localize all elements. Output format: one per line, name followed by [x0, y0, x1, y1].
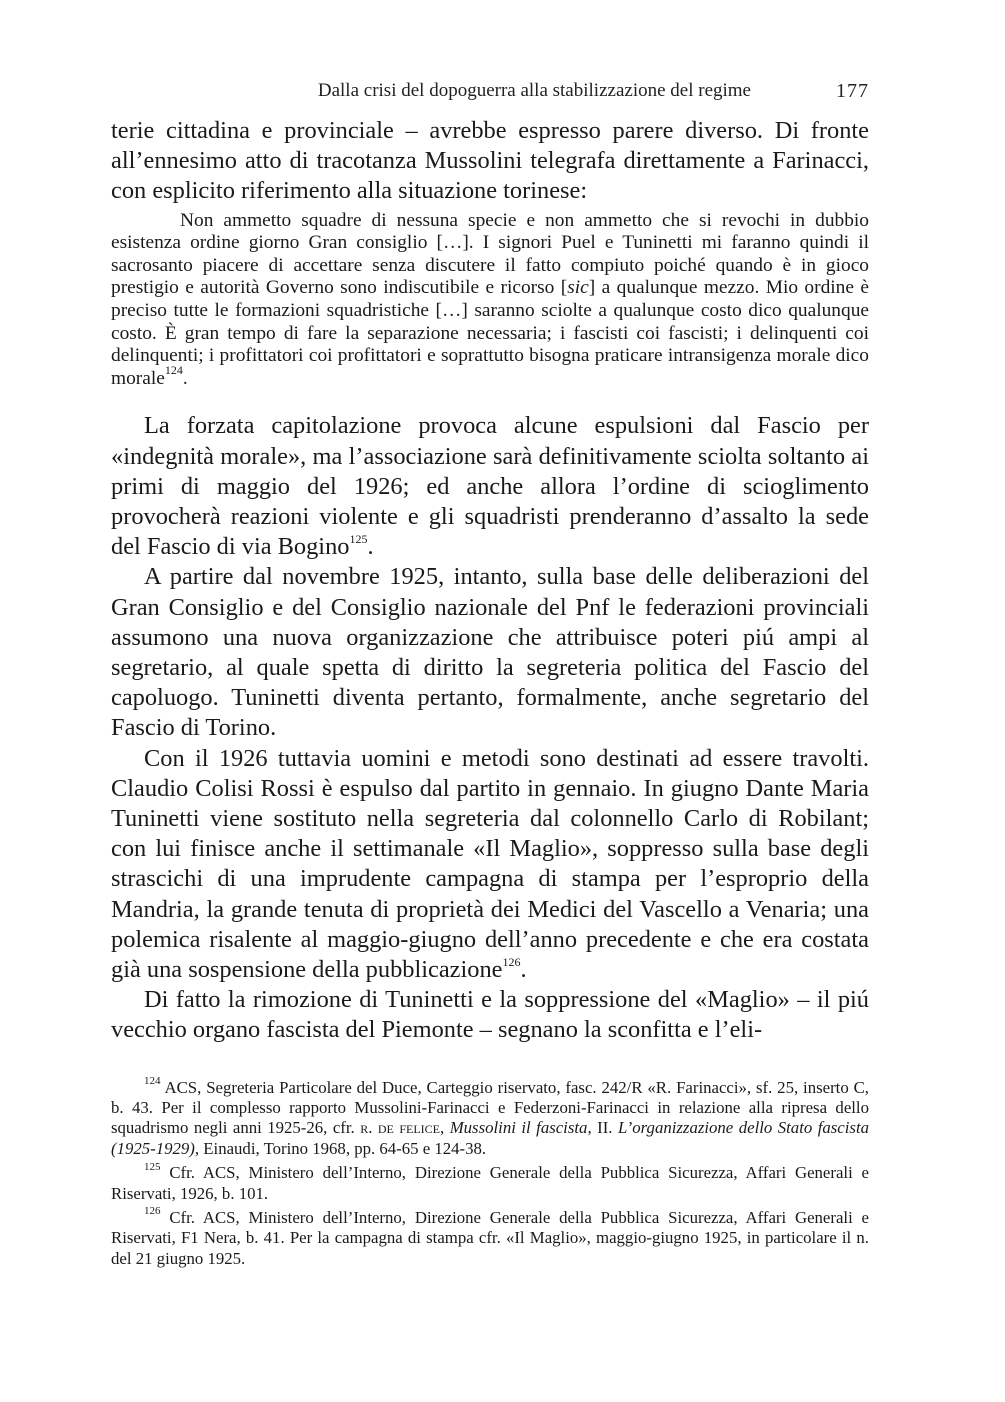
paragraph-text: Con il 1926 tuttavia uomini e metodi sono destinati ad essere travolti. Claudio Colisi Rossi è espulso dal partito in gennaio. In giugno Dante Maria Tuninetti viene sostituto nella segreteria dal colonnello Carlo di Robilant; con lui finisce anche il settimanale «Il Maglio», soppresso sulla base degli strascichi di una imprudente campagna di stampa per l’esproprio della Mandria, la grande tenuta di proprietà dei Medici del Vascello a Venaria; una polemica risalente al maggio-giugno dell’anno precedente e che era costata già una sospensione della pubblicazione: [111, 744, 869, 984]
quote-text-continued: ] a qualunque mezzo. Mio ordine è preciso tutte le formazioni squadristiche […] saranno sciolte a qualunque costo dico qualunque costo. È gran tempo di fare la separazione necessaria; i fascisti coi fascisti; i delinquenti coi delinquenti; i profittatori coi profittatori e soprattutto bisogna praticare intransigenza morale dico morale: [111, 277, 869, 389]
running-title: Dalla crisi del dopoguerra alla stabilizzazione del regime: [317, 80, 751, 101]
footnote-126: [111, 1205, 869, 1269]
paragraph: [111, 411, 869, 562]
running-head: [111, 76, 869, 106]
footnote-text: ,: [440, 1118, 450, 1138]
footnote-number: 124: [144, 1075, 161, 1088]
footnote-author: r. de felice: [360, 1118, 441, 1138]
footnotes: [111, 1075, 869, 1270]
quote-end: .: [182, 367, 188, 389]
quote-sic: sic: [567, 277, 589, 299]
quote-text: Non ammetto squadre di nessuna specie e non ammetto che si revochi in dubbio esistenza ordine giorno Gran consiglio […]. I signori Puel e Tuninetti mi faranno quindi il sacrosanto piacere di accettare senza discutere il fatto compiuto poiché quando è in gioco prestigio e autorità Governo sono indiscutibile e ricorso [: [111, 209, 869, 299]
footnote-124: [111, 1075, 869, 1160]
paragraph: Di fatto la rimozione di Tuninetti e la soppressione del «Maglio» – il piú vecchio organo fascista del Piemonte – segnano la sconfitta e l’eli-: [111, 986, 869, 1044]
paragraph: [111, 744, 869, 986]
footnote-text: Cfr. ACS, Ministero dell’Interno, Direzione Generale della Pubblica Sicurezza, Affari Generali e Riservati, 1926, b. 101.: [111, 1163, 869, 1203]
page-number: 177: [836, 80, 869, 102]
footnote-text: , Einaudi, Torino 1968, pp. 64-65 e 124-38.: [194, 1138, 487, 1158]
footnote-text: , II.: [587, 1118, 618, 1138]
footnote-title: L’organizzazione dello Stato fascista (1925-1929): [111, 1118, 869, 1158]
footnote-text: Cfr. ACS, Ministero dell’Interno, Direzione Generale della Pubblica Sicurezza, Affari Generali e Riservati, F1 Nera, b. 41. Per la campagna di stampa cfr. «Il Maglio», maggio-giugno 1925, in particolare il n. del 21 giugno 1925.: [111, 1208, 869, 1268]
paragraph-end: .: [520, 956, 527, 984]
paragraph-text: La forzata capitolazione provoca alcune espulsioni dal Fascio per «indegnità morale», ma l’associazione sarà definitivamente sciolta soltanto ai primi di maggio del 1926; ed anche allora l’ordine di scioglimento provocherà reazioni violente e gli squadristi prenderanno d’assalto la sede del Fascio di via Bogino: [111, 412, 869, 561]
block-quote: [111, 210, 869, 391]
footnote-125: [111, 1160, 869, 1204]
footnote-number: 125: [144, 1160, 161, 1173]
footnote-ref-124[interactable]: 124: [164, 363, 183, 378]
paragraph: A partire dal novembre 1925, intanto, sulla base delle deliberazioni del Gran Consiglio e del Consiglio nazionale del Pnf le federazioni provinciali assumono una nuova organizzazione che attribuisce poteri piú ampi al segretario, al quale spetta di diritto la segreteria politica del Fascio del capoluogo. Tuninetti diventa pertanto, formalmente, anche segretario del Fascio di Torino.: [111, 563, 869, 742]
footnote-number: 126: [144, 1205, 161, 1218]
footnote-ref-126[interactable]: 126: [502, 954, 521, 969]
footnote-title: Mussolini il fascista: [449, 1118, 588, 1138]
footnote-ref-125[interactable]: 125: [349, 532, 368, 547]
paragraph-continued: terie cittadina e provinciale – avrebbe espresso parere diverso. Di fronte all’ennesimo atto di tracotanza Mussolini telegrafa direttamente a Farinacci, con esplicito riferimento alla situazione torinese:: [111, 117, 869, 205]
footnote-text: ACS, Segreteria Particolare del Duce, Carteggio riservato, fasc. 242/R «R. Farinacci», sf. 25, inserto C, b. 43. Per il complesso rapporto Mussolini-Farinacci e Federzoni-Farinacci in relazione alla ripresa dello squadrismo negli anni 1925-26, cfr.: [111, 1077, 869, 1138]
paragraph-end: .: [367, 533, 374, 561]
book-page: [111, 76, 869, 1273]
